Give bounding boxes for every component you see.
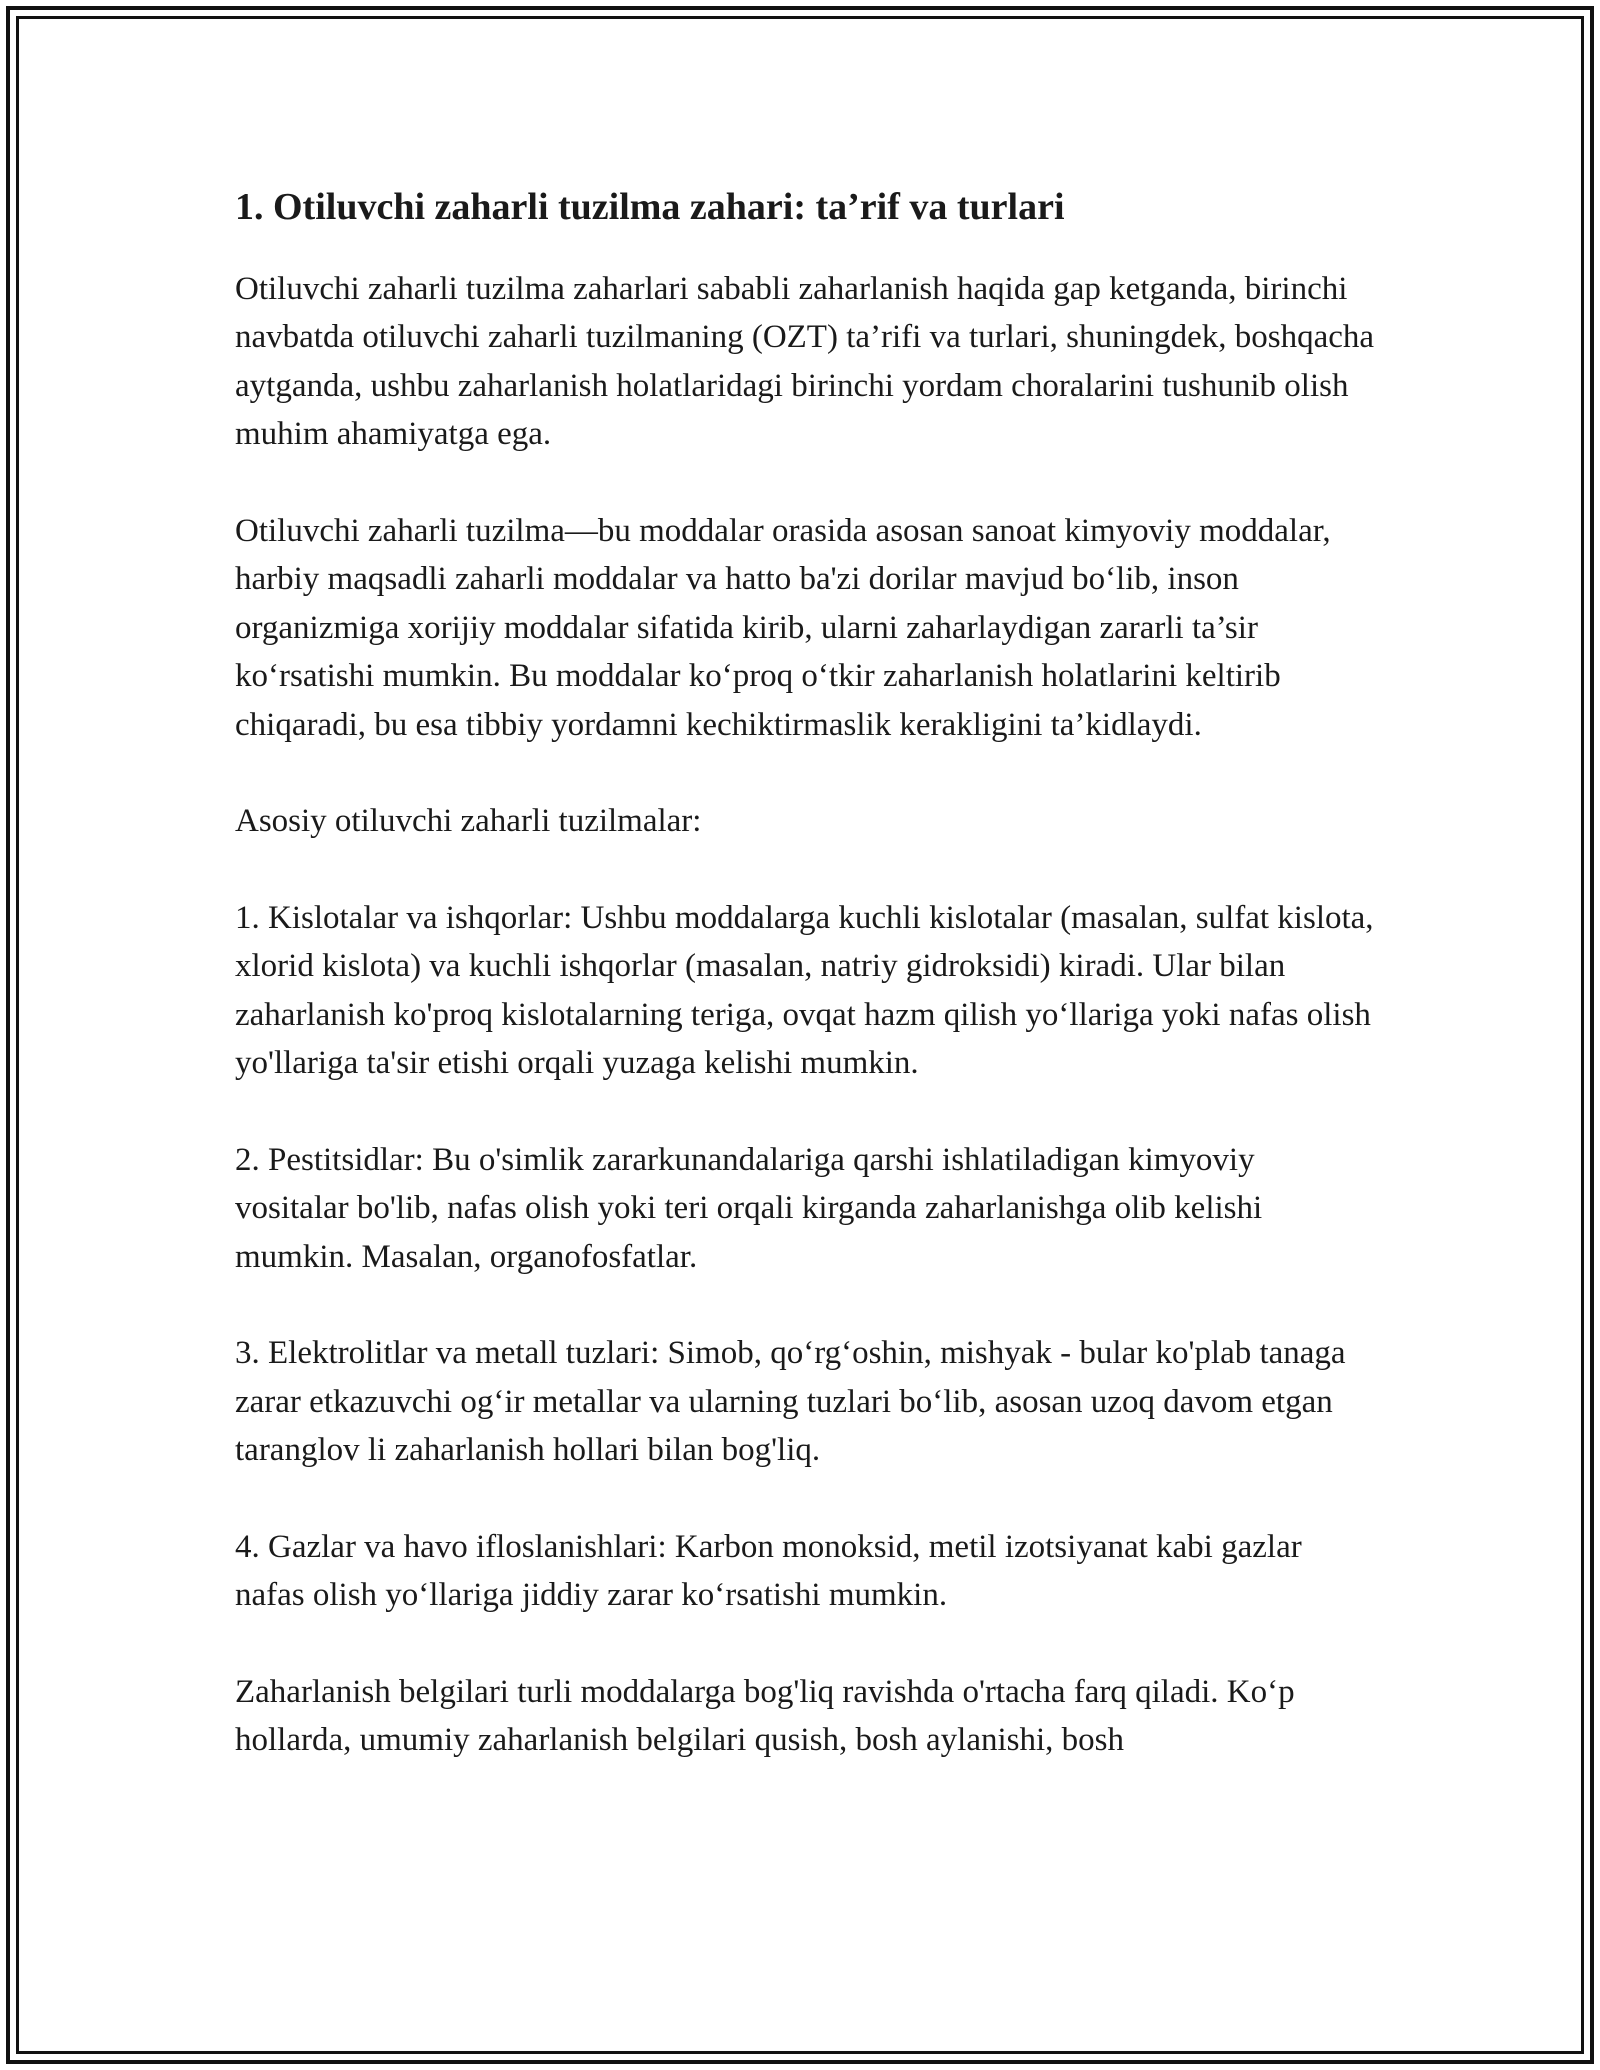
list-item-acids: 1. Kislotalar va ishqorlar: Ushbu moddalarga kuchli kislotalar (masalan, sulfat kislota, xlorid kislota) va kuchli ishqorlar (masalan, natriy gidroksidi) kiradi. Ular bilan zaharlanish ko'proq kislotalarning teriga, ovqat hazm qilish yo‘llariga yoki nafas olish yo'llariga ta'sir etishi orqali yuzaga kelishi mumkin. bbox=[235, 899, 1374, 1082]
list-item-metals: 3. Elektrolitlar va metall tuzlari: Simob, qo‘rg‘oshin, mishyak - bular ko'plab tanaga zarar etkazuvchi og‘ir metallar va ularning tuzlari bo‘lib, asosan uzoq davom etgan taranglov li zaharlanish hollari bilan bog'liq. bbox=[235, 1335, 1346, 1469]
paragraph-symptoms: Zaharlanish belgilari turli moddalarga bog'liq ravishda o'rtacha farq qiladi. Ko‘p hollarda, umumiy zaharlanish belgilari qusish, bosh aylanishi, bosh bbox=[235, 1673, 1295, 1759]
list-item-gases: 4. Gazlar va havo ifloslanishlari: Karbon monoksid, metil izotsiyanat kabi gazlar nafas olish yo‘llariga jiddiy zarar ko‘rsatishi mumkin. bbox=[235, 1528, 1302, 1614]
list-item-pesticides: 2. Pestitsidlar: Bu o'simlik zararkunandalariga qarshi ishlatiladigan kimyoviy vositalar bo'lib, nafas olish yoki teri orqali kirganda zaharlanishga olib kelishi mumkin. Masalan, organofosfatlar. bbox=[235, 1141, 1263, 1275]
section-title: 1. Otiluvchi zaharli tuzilma zahari: ta’rif va turlari bbox=[235, 186, 1065, 228]
document-body bbox=[235, 185, 1375, 1813]
paragraph-intro: Otiluvchi zaharli tuzilma zaharlari sababli zaharlanish haqida gap ketganda, birinchi navbatda otiluvchi zaharli tuzilmaning (OZT) ta’rifi va turlari, shuningdek, boshqacha aytganda, ushbu zaharlanish holatlaridagi birinchi yordam choralarini tushunib olish muhim ahamiyatga ega. bbox=[235, 270, 1375, 453]
paragraph-definition: Otiluvchi zaharli tuzilma—bu moddalar orasida asosan sanoat kimyoviy moddalar, harbiy maqsadli zaharli moddalar va hatto ba'zi dorilar mavjud bo‘lib, inson organizmiga xorijiy moddalar sifatida kirib, ularni zaharlaydigan zararli ta’sir ko‘rsatishi mumkin. Bu moddalar ko‘proq o‘tkir zaharlanish holatlarini keltirib chiqaradi, bu esa tibbiy yordamni kechiktirmaslik kerakligini ta’kidlaydi. bbox=[235, 512, 1331, 743]
paragraph-list-heading: Asosiy otiluvchi zaharli tuzilmalar: bbox=[235, 803, 702, 840]
